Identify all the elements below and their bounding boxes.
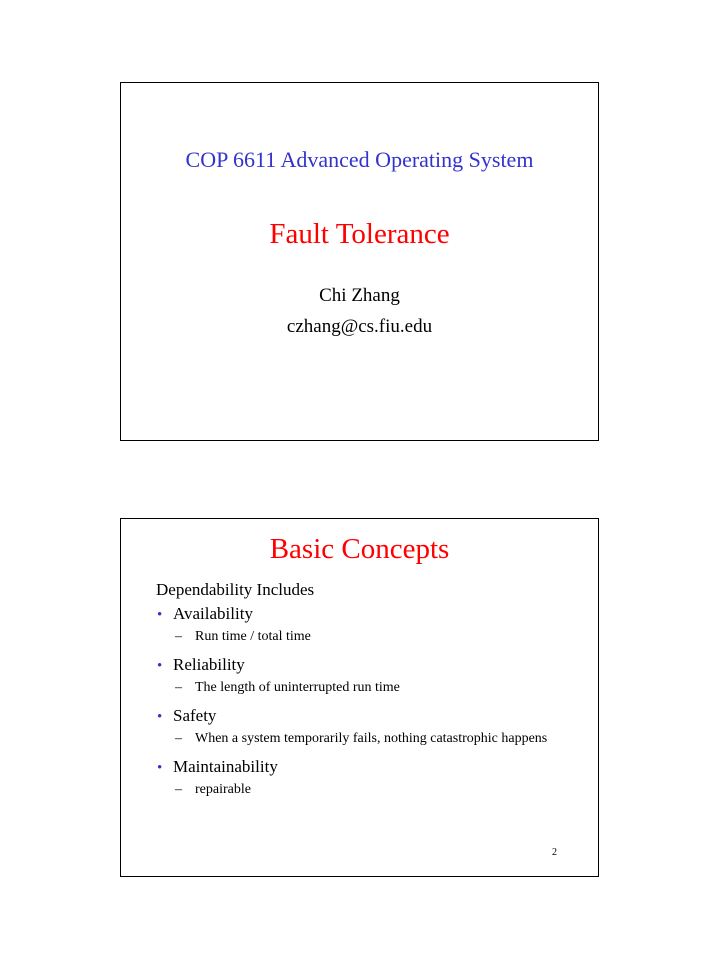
course-title: COP 6611 Advanced Operating System — [185, 147, 534, 172]
concept-list — [157, 602, 568, 806]
bullet-icon: • — [157, 607, 163, 623]
concept-label: Safety — [173, 706, 217, 725]
concept-label: Reliability — [173, 655, 245, 674]
concept-detail: repairable — [195, 782, 251, 797]
bullet-icon: • — [157, 658, 163, 674]
concept-item-maintainability — [157, 755, 568, 799]
concept-detail: The length of uninterrupted run time — [195, 680, 400, 695]
concept-label: Availability — [173, 604, 253, 623]
concept-item-reliability — [157, 653, 568, 697]
concept-label: Maintainability — [173, 757, 278, 776]
dash-icon: – — [175, 680, 182, 695]
slide-title: Basic Concepts — [269, 533, 450, 565]
author-email: czhang@cs.fiu.edu — [286, 316, 433, 337]
presentation-title: Fault Tolerance — [269, 218, 450, 250]
concept-item-availability — [157, 602, 568, 646]
intro-text: Dependability Includes — [156, 580, 315, 599]
bullet-icon: • — [157, 760, 163, 776]
author-name: Chi Zhang — [319, 285, 400, 306]
basic-concepts-slide — [120, 518, 599, 877]
dash-icon: – — [175, 782, 182, 797]
concept-detail: When a system temporarily fails, nothing catastrophic happens — [195, 731, 548, 746]
dash-icon: – — [175, 731, 182, 746]
page-number: 2 — [552, 847, 557, 858]
concept-item-safety — [157, 704, 568, 748]
dash-icon: – — [175, 629, 182, 644]
title-slide — [120, 82, 599, 441]
bullet-icon: • — [157, 709, 163, 725]
concept-detail: Run time / total time — [195, 629, 311, 644]
